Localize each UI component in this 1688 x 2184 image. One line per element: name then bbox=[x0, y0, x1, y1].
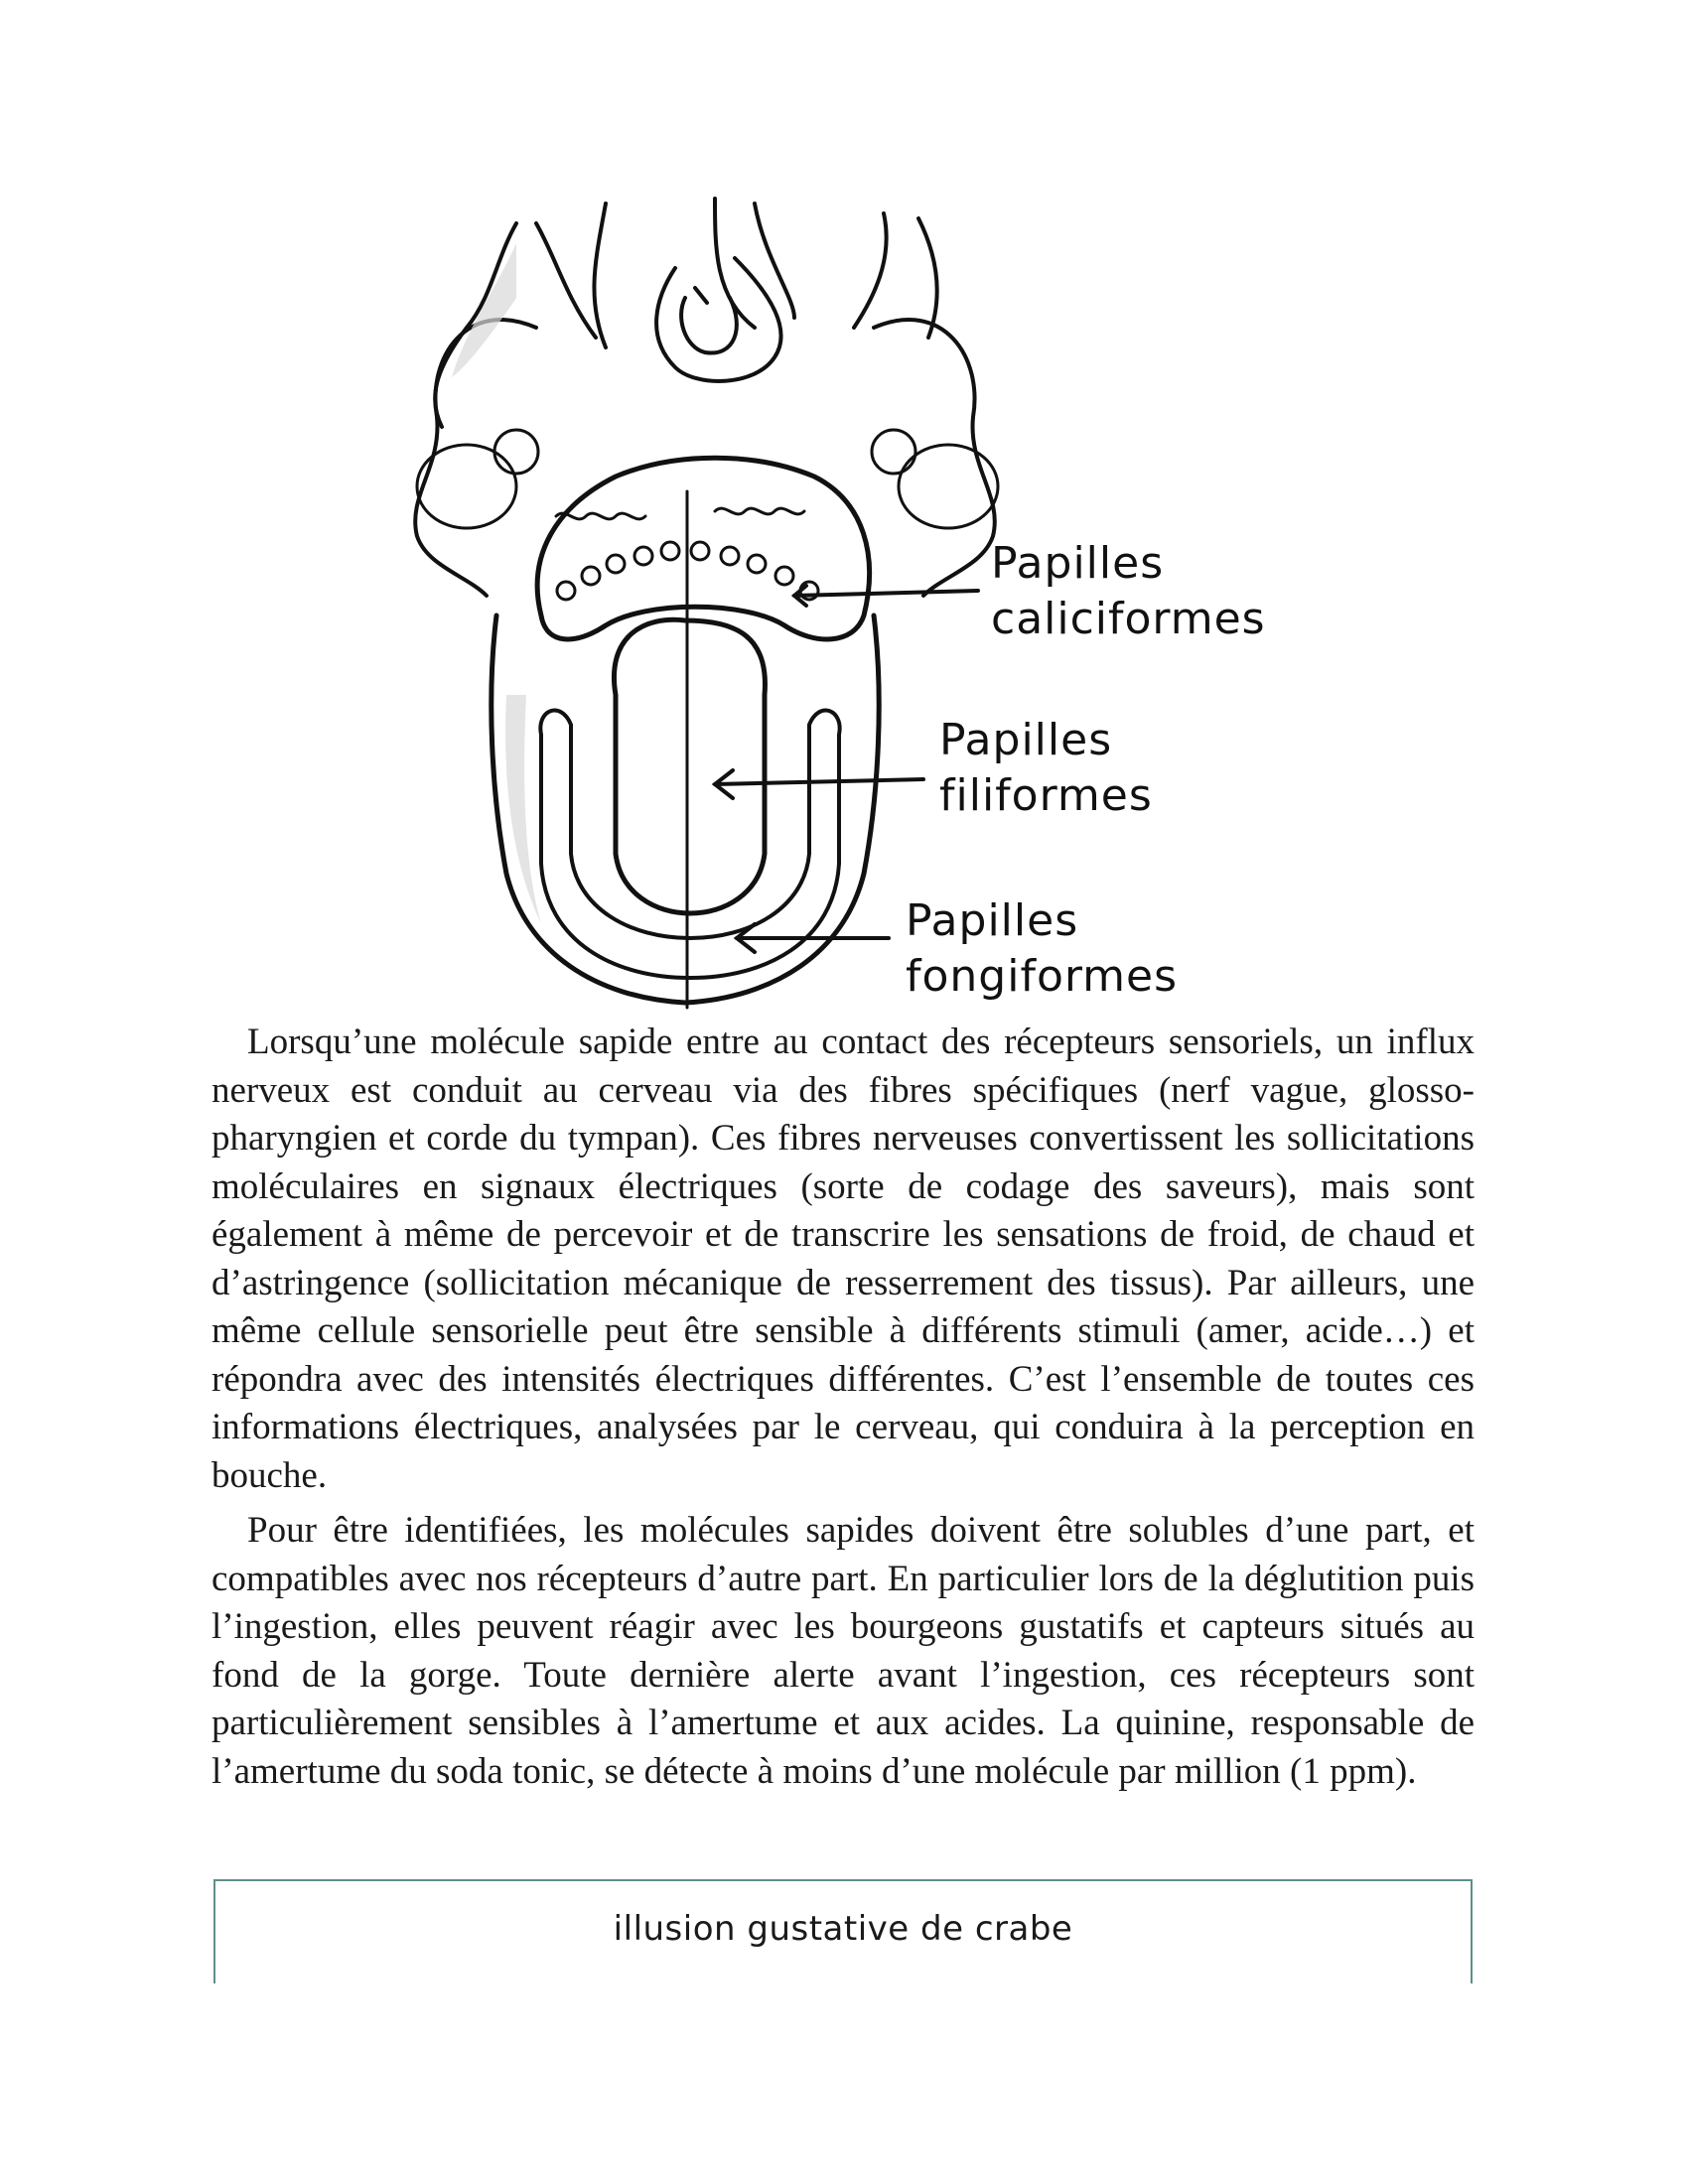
label-caliciformes-1: Papilles bbox=[991, 538, 1165, 589]
box-title: illusion gustative de crabe bbox=[613, 1909, 1073, 1949]
label-fongiformes-2: fongiformes bbox=[906, 951, 1179, 1002]
paragraph-2: Pour être identifiées, les molécules sapides doivent être solubles d’une part, et compatibles avec nos récepteurs d’autre part. En particulier lors de la déglutition puis l’ingestion, elles peuvent réagir avec les bourgeons gustatifs et capteurs situés au fond de la gorge. Toute dernière alerte avant l’ingestion, ces récepteurs sont particulièrement sensibles à l’amertume et aux acides. La quinine, responsable de l’amertume du soda tonic, se détecte à moins d’une molécule par million (1 ppm). bbox=[211, 1510, 1475, 1792]
throat-drawing bbox=[415, 199, 998, 1008]
tongue-illustration bbox=[0, 0, 1688, 1013]
tongue-diagram bbox=[0, 0, 1688, 1013]
paragraph-1: Lorsqu’une molécule sapide entre au contact des récepteurs sensoriels, un influx nerveux est conduit au cerveau via des fibres spécifiques (nerf vague, glosso-pharyngien et corde du tympan). Ces fibres nerveuses convertissent les sollicitations moléculaires en signaux électriques (sorte de codage des saveurs), mais sont également à même de percevoir et de transcrire les sensations de froid, de chaud et d’astringence (sollicitation mécanique de resserrement des tissus). Par ailleurs, une même cellule sensorielle peut être sensible à différents stimuli (amer, acide…) et répondra avec des intensités électriques différentes. C’est l’ensemble de toutes ces informations électriques, analysées par le cerveau, qui conduira à la perception en bouche. bbox=[211, 1022, 1475, 1496]
label-caliciformes-2: caliciformes bbox=[991, 594, 1266, 644]
label-filiformes-2: filiformes bbox=[939, 770, 1153, 821]
label-fongiformes-1: Papilles bbox=[906, 895, 1079, 946]
sidebar-box bbox=[213, 1879, 1473, 1983]
label-filiformes-1: Papilles bbox=[939, 715, 1113, 765]
body-text bbox=[211, 1019, 1475, 1796]
